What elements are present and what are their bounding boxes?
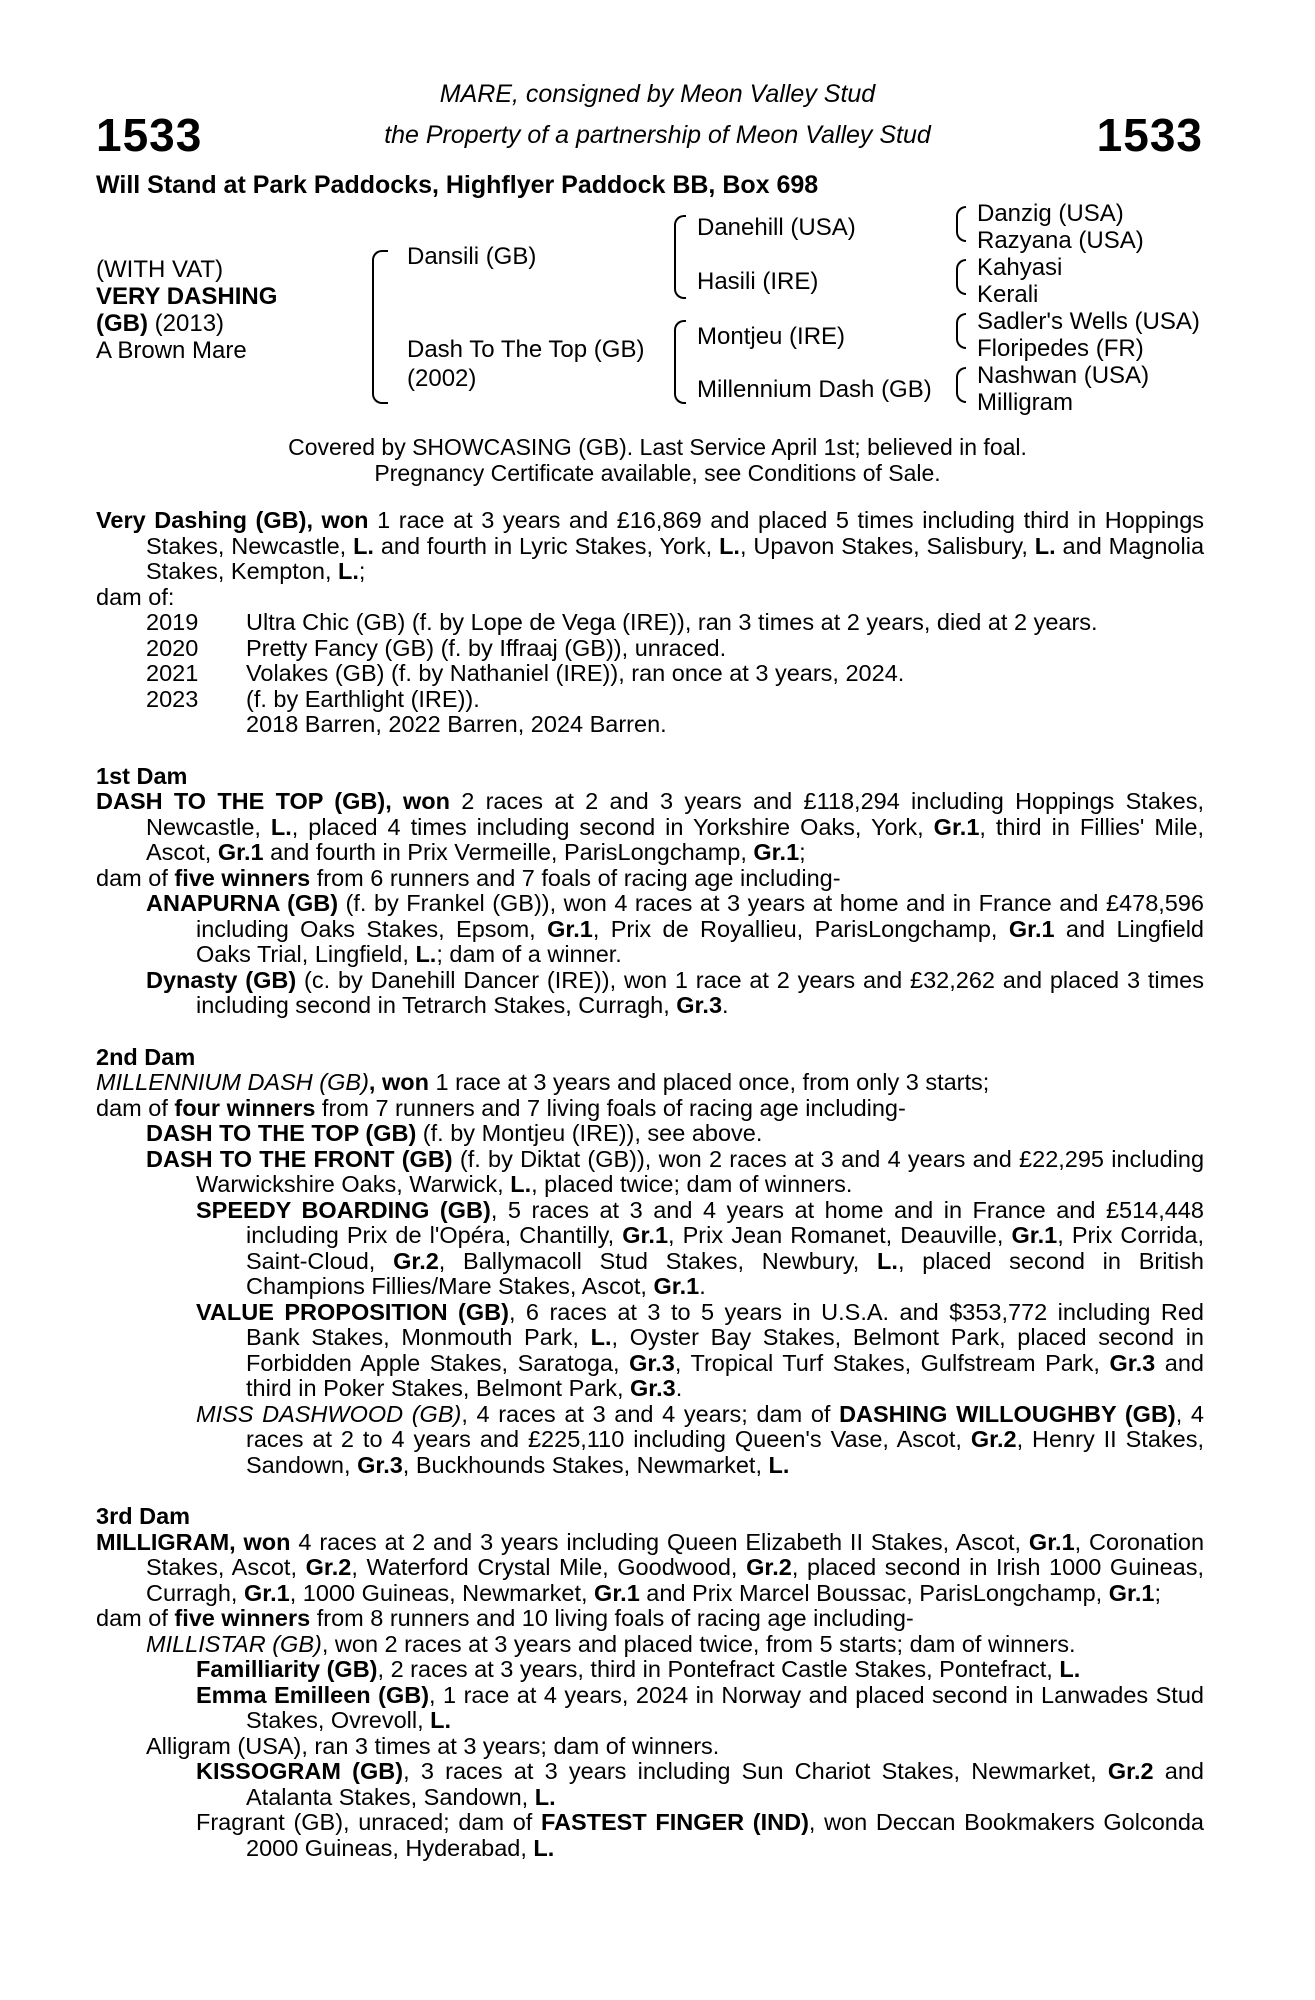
pedigree-brace-ss (956, 206, 966, 242)
sss: Danzig (USA) (977, 200, 1124, 227)
sdd: Kerali (977, 281, 1039, 308)
third-dam-heading: 3rd Dam (96, 1503, 191, 1529)
dam: Dash To The Top (GB) (407, 336, 645, 363)
third-dam-grandfoal: Fragrant (GB), unraced; dam of FASTEST FINGER (IND), won Deccan Bookmakers Golconda 2000 Guineas, Hyderabad, L. (196, 1809, 1204, 1861)
first-dam-foal: ANAPURNA (GB) (f. by Frankel (GB)), won 4 races at 3 years at home and in France and £478,596 including Oaks Stakes, Epsom, Gr.1, Prix de Royallieu, ParisLongchamp, Gr.1 and Lingfield Oaks Trial, Lingfield, L.; dam of a winner. (146, 890, 1205, 967)
subject-block (96, 256, 277, 364)
first-dam-produce-summary: dam of five winners from 6 runners and 7 foals of racing age including- (96, 864, 841, 891)
catalogue-body (96, 508, 1204, 1861)
venue-line: Will Stand at Park Paddocks, Highflyer Paddock BB, Box 698 (96, 171, 819, 199)
horse-country-year: (GB) (2013) (96, 310, 225, 337)
dds: Nashwan (USA) (977, 362, 1150, 389)
ssd: Razyana (USA) (977, 227, 1144, 254)
dam-of-label: dam of: (96, 583, 175, 610)
ddd: Milligram (977, 389, 1073, 416)
pedigree-brace-sd (956, 259, 966, 295)
pedigree-brace-dam (674, 320, 686, 404)
pedigree-brace-dd (956, 367, 966, 403)
third-dam-grandfoal: Emma Emilleen (GB), 1 race at 4 years, 2024 in Norway and placed second in Lanwades Stud Stakes, Ovrevoll, L. (196, 1681, 1204, 1733)
subject-record: Very Dashing (GB), won 1 race at 3 years and £16,869 and placed 5 times including third in Hoppings Stakes, Newcastle, L. and fourth in Lyric Stakes, York, L., Upavon Stakes, Salisbury, L. and Magnolia Stakes, Kempton, L.; (96, 507, 1205, 584)
dam-dam: Millennium Dash (GB) (697, 376, 932, 403)
second-dam-grandfoal: SPEEDY BOARDING (GB), 5 races at 3 and 4 years at home and in France and £514,448 including Prix de l'Opéra, Chantilly, Gr.1, Prix Jean Romanet, Deauville, Gr.1, Prix Corrida, Saint-Cloud, Gr.2, Ballymacoll Stud Stakes, Newbury, L., placed second in British Champions Fillies/Mare Stakes, Ascot, Gr.1. (196, 1196, 1204, 1299)
sire-dam: Hasili (IRE) (697, 268, 819, 295)
first-dam-foal: Dynasty (GB) (c. by Danehill Dancer (IRE)), won 1 race at 2 years and £32,262 and placed 3 times including second in Tetrarch Stakes, Curragh, Gr.3. (146, 966, 1204, 1018)
horse-name: VERY DASHING (96, 283, 278, 310)
pedigree-brace-ds (956, 313, 966, 349)
horse-description: A Brown Mare (96, 337, 247, 364)
third-dam-grandfoal: Familliarity (GB), 2 races at 3 years, third in Pontefract Castle Stakes, Pontefract, L. (196, 1656, 1081, 1682)
second-dam-grandfoal: MISS DASHWOOD (GB), 4 races at 3 and 4 years; dam of DASHING WILLOUGHBY (GB), 4 races at 2 to 4 years and £225,110 including Queen's Vase, Ascot, Gr.2, Henry II Stakes, Sandown, Gr.3, Buckhounds Stakes, Newmarket, L. (196, 1400, 1204, 1478)
third-dam-grandfoal: KISSOGRAM (GB), 3 races at 3 years including Sun Chariot Stakes, Newmarket, Gr.2 and Atalanta Stakes, Sandown, L. (196, 1758, 1204, 1810)
produce-row: 2019 Ultra Chic (GB) (f. by Lope de Vega (IRE)), ran 3 times at 2 years, died at 2 years. (146, 609, 1098, 635)
lot-number-right: 1533 (1096, 109, 1203, 161)
produce-row: 2021 Volakes (GB) (f. by Nathaniel (IRE)), ran once at 3 years, 2024. (146, 660, 905, 686)
second-dam-record: MILLENNIUM DASH (GB), won 1 race at 3 years and placed once, from only 3 starts; (96, 1069, 990, 1095)
produce-row: 2023 (f. by Earthlight (IRE)). (146, 685, 480, 712)
third-dam-foal: Alligram (USA), ran 3 times at 3 years; dam of winners. (146, 1732, 720, 1759)
dam-year: (2002) (407, 365, 477, 392)
first-dam-record: DASH TO THE TOP (GB), won 2 races at 2 and 3 years and £118,294 including Hoppings Stakes, Newcastle, L., placed 4 times including second in Yorkshire Oaks, York, Gr.1, third in Fillies' Mile, Ascot, Gr.1 and fourth in Prix Vermeille, ParisLongchamp, Gr.1; (96, 788, 1204, 865)
pedigree-brace-sire (674, 215, 686, 299)
third-dam-foal: MILLISTAR (GB), won 2 races at 3 years and placed twice, from 5 starts; dam of winners. (146, 1630, 1076, 1657)
dss: Sadler's Wells (USA) (977, 308, 1200, 335)
dsd: Floripedes (FR) (977, 335, 1144, 362)
vat-note: (WITH VAT) (96, 256, 224, 283)
third-dam-produce-summary: dam of five winners from 8 runners and 10 living foals of racing age including- (96, 1605, 914, 1631)
first-dam-heading: 1st Dam (96, 762, 188, 789)
second-dam-produce-summary: dam of four winners from 7 runners and 7 living foals of racing age including- (96, 1094, 906, 1121)
produce-row: 2020 Pretty Fancy (GB) (f. by Iffraaj (GB)), unraced. (146, 634, 727, 661)
lot-number-left: 1533 (96, 109, 203, 161)
second-dam-grandfoal: VALUE PROPOSITION (GB), 6 races at 3 to 5 years in U.S.A. and $353,772 including Red Bank Stakes, Monmouth Park, L., Oyster Bay Stakes, Belmont Park, placed second in Forbidden Apple Stakes, Saratoga, Gr.3, Tropical Turf Stakes, Gulfstream Park, Gr.3 and third in Poker Stakes, Belmont Park, Gr.3. (196, 1298, 1204, 1401)
barren-row: 2018 Barren, 2022 Barren, 2024 Barren. (246, 711, 667, 737)
consignor-line: MARE, consigned by Meon Valley Stud (439, 80, 876, 108)
second-dam-foal: DASH TO THE TOP (GB) (f. by Montjeu (IRE)), see above. (146, 1120, 763, 1146)
sire-sire: Danehill (USA) (697, 214, 856, 241)
pregnancy-line: Pregnancy Certificate available, see Conditions of Sale. (374, 460, 941, 486)
dam-sire: Montjeu (IRE) (697, 323, 846, 350)
sire: Dansili (GB) (407, 243, 537, 270)
pedigree-brace-main (372, 250, 388, 404)
property-line: the Property of a partnership of Meon Valley Stud (384, 121, 931, 149)
second-dam-foal: DASH TO THE FRONT (GB) (f. by Diktat (GB)), won 2 races at 3 and 4 years and £22,295 including Warwickshire Oaks, Warwick, L., placed twice; dam of winners. (146, 1145, 1205, 1197)
sds: Kahyasi (977, 254, 1063, 281)
covered-line: Covered by SHOWCASING (GB). Last Service April 1st; believed in foal. (288, 434, 1027, 460)
third-dam-record: MILLIGRAM, won 4 races at 2 and 3 years including Queen Elizabeth II Stakes, Ascot, Gr.1, Coronation Stakes, Ascot, Gr.2, Waterford Crystal Mile, Goodwood, Gr.2, placed second in Irish 1000 Guineas, Curragh, Gr.1, 1000 Guineas, Newmarket, Gr.1 and Prix Marcel Boussac, ParisLongchamp, Gr.1; (96, 1528, 1205, 1606)
second-dam-heading: 2nd Dam (96, 1043, 196, 1070)
